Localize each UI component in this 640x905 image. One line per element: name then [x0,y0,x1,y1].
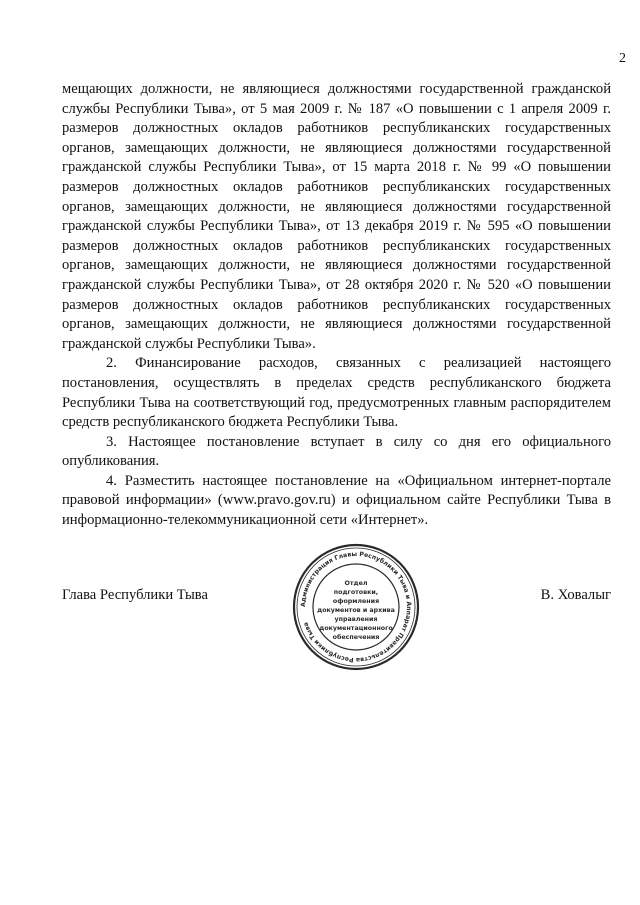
paragraph-4: 4. Разместить настоящее постановление на «Официальном интернет-портале правовой информации» (www.pravo.gov.ru) и официальном сайте Республики Тыва в информационно-телекоммуникационной сети «Интернет». [62,472,611,529]
stamp-center-line: управления [334,616,378,623]
stamp-center-line: обеспечения [332,634,380,641]
stamp-center-line: оформления [332,598,380,605]
paragraph-continuation: мещающих должности, не являющиеся должностями государственной гражданской службы Республики Тыва», от 5 мая 2009 г. № 187 «О повышении с 1 апреля 2009 г. размеров должностных окладов работников республиканских государственных органов, замещающих должности, не являющиеся должностями государственной гражданской службы Республики Тыва», от 15 марта 2018 г. № 99 «О повышении размеров должностных окладов работников республиканских государственных органов, замещающих должности, не являющиеся должностями государственной гражданской службы Республики Тыва», от 13 декабря 2019 г. № 595 «О повышении размеров должностных окладов работников республиканских государственных органов, замещающих должности, не являющиеся должностями государственной гражданской службы Республики Тыва», от 28 октября 2020 г. № 520 «О повышении размеров должностных окладов работников республиканских государственных органов, замещающих должности, не являющиеся должностями государственной гражданской службы Республики Тыва». [62,81,611,352]
signatory-name: В. Ховалыг [540,587,611,603]
stamp-center-line: документационного [319,625,393,632]
page-number: 2 [619,51,626,66]
stamp-ring-text: Администрация Главы Республики Тыва и Аппарат Правительства Республики Тыва [299,550,413,664]
stamp-center-line: Отдел [344,580,368,587]
paragraph-3: 3. Настоящее постановление вступает в силу со дня его официального опубликования. [62,433,611,470]
stamp-center-line: подготовки, [333,589,379,596]
signatory-title: Глава Республики Тыва [62,587,208,603]
stamp-center-line: документов и архива [317,607,395,614]
official-stamp [291,542,421,672]
paragraph-2: 2. Финансирование расходов, связанных с реализацией настоящего постановления, осуществлять в пределах средств республиканского бюджета Республики Тыва на соответствующий год, предусмотренных главным распорядителем средств республиканского бюджета Республики Тыва. [62,355,611,431]
document-body [62,80,611,531]
